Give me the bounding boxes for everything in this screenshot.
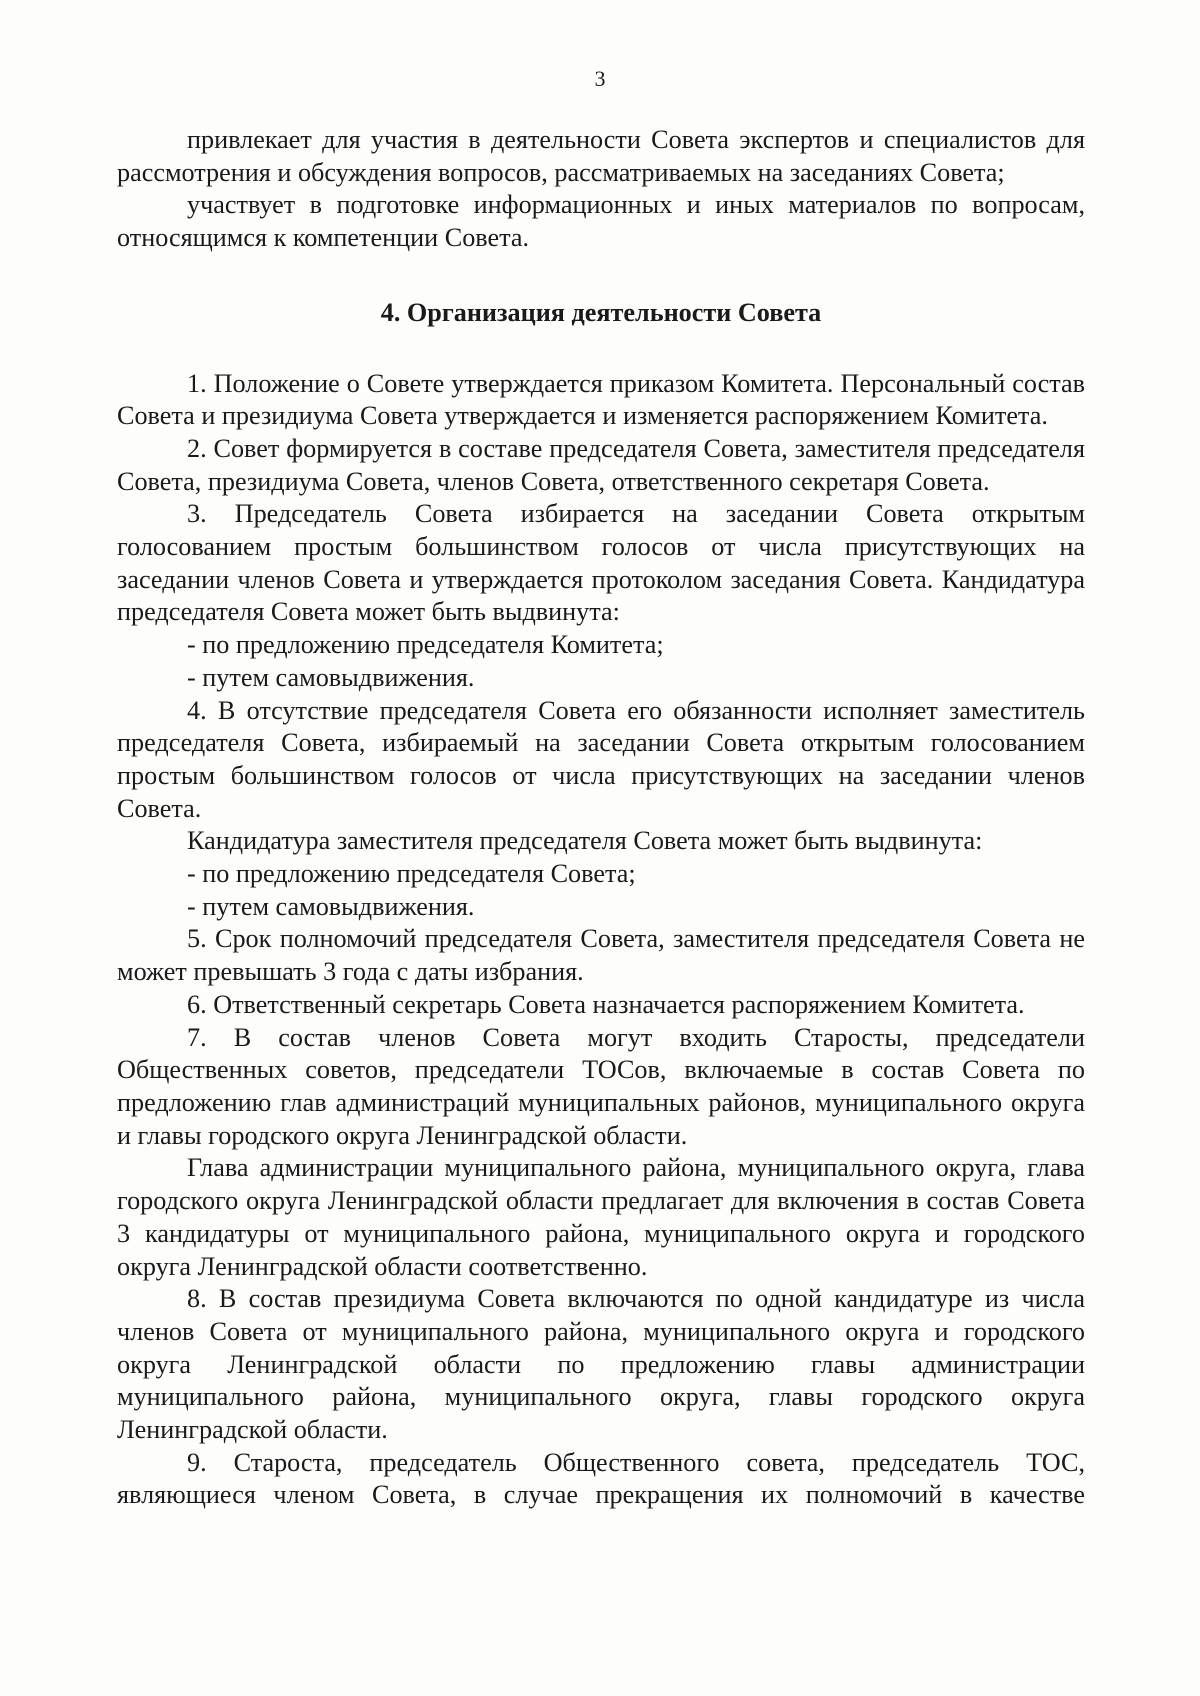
paragraph: Кандидатура заместителя председателя Совета может быть выдвинута:: [187, 826, 983, 856]
page-number: 3: [594, 66, 606, 91]
paragraph: 9. Староста, председатель Общественного совета, председатель ТОС, являющиеся членом Совета, в случае прекращения их полномочий в качестве: [117, 1447, 1085, 1510]
paragraph: 1. Положение о Совете утверждается приказом Комитета. Персональный состав Совета и президиума Совета утверждается и изменяется распоряжением Комитета.: [117, 368, 1085, 431]
paragraph: участвует в подготовке информационных и иных материалов по вопросам, относящимся к компетенции Совета.: [117, 190, 1085, 253]
paragraph: Глава администрации муниципального района, муниципального округа, глава городского округа Ленинградской области предлагает для включения в состав Совета 3 кандидатуры от муниципального района, муниципального округа и городского округа Ленинградской области соответственно.: [117, 1153, 1085, 1281]
list-item: - по предложению председателя Совета;: [187, 859, 636, 889]
paragraph: 5. Срок полномочий председателя Совета, заместителя председателя Совета не может превышать 3 года с даты избрания.: [117, 924, 1085, 987]
paragraph: 4. В отсутствие председателя Совета его обязанности исполняет заместитель председателя Совета, избираемый на заседании Совета открытым голосованием простым большинством голосов от числа присутствующих на заседании членов Совета.: [117, 695, 1085, 823]
paragraph: 6. Ответственный секретарь Совета назначается распоряжением Комитета.: [187, 989, 1025, 1019]
paragraph: 8. В состав президиума Совета включаются по одной кандидатуре из числа членов Совета от муниципального района, муниципального округа и городского округа Ленинградской области по предложению главы администрации муниципального района, муниципального округа, главы городского округа Ленинградской области.: [117, 1284, 1085, 1445]
paragraph: 3. Председатель Совета избирается на заседании Совета открытым голосованием простым большинством голосов от числа присутствующих на заседании членов Совета и утверждается протоколом заседания Совета. Кандидатура председателя Совета может быть выдвинута:: [117, 499, 1085, 627]
list-item: - по предложению председателя Комитета;: [187, 630, 664, 660]
paragraph: 2. Совет формируется в составе председателя Совета, заместителя председателя Совета, президиума Совета, членов Совета, ответственного секретаря Совета.: [117, 433, 1085, 496]
paragraph: привлекает для участия в деятельности Совета экспертов и специалистов для рассмотрения и обсуждения вопросов, рассматриваемых на заседаниях Совета;: [117, 125, 1085, 187]
document-body: [117, 124, 1085, 1512]
section-title: 4. Организация деятельности Совета: [380, 297, 822, 327]
paragraph: 7. В состав членов Совета могут входить Старосты, председатели Общественных советов, председатели ТОСов, включаемые в состав Совета по предложению глав администраций муниципальных районов, муниципального округа и главы городского округа Ленинградской области.: [117, 1022, 1085, 1150]
list-item: - путем самовыдвижения.: [187, 891, 475, 921]
list-item: - путем самовыдвижения.: [187, 662, 475, 692]
